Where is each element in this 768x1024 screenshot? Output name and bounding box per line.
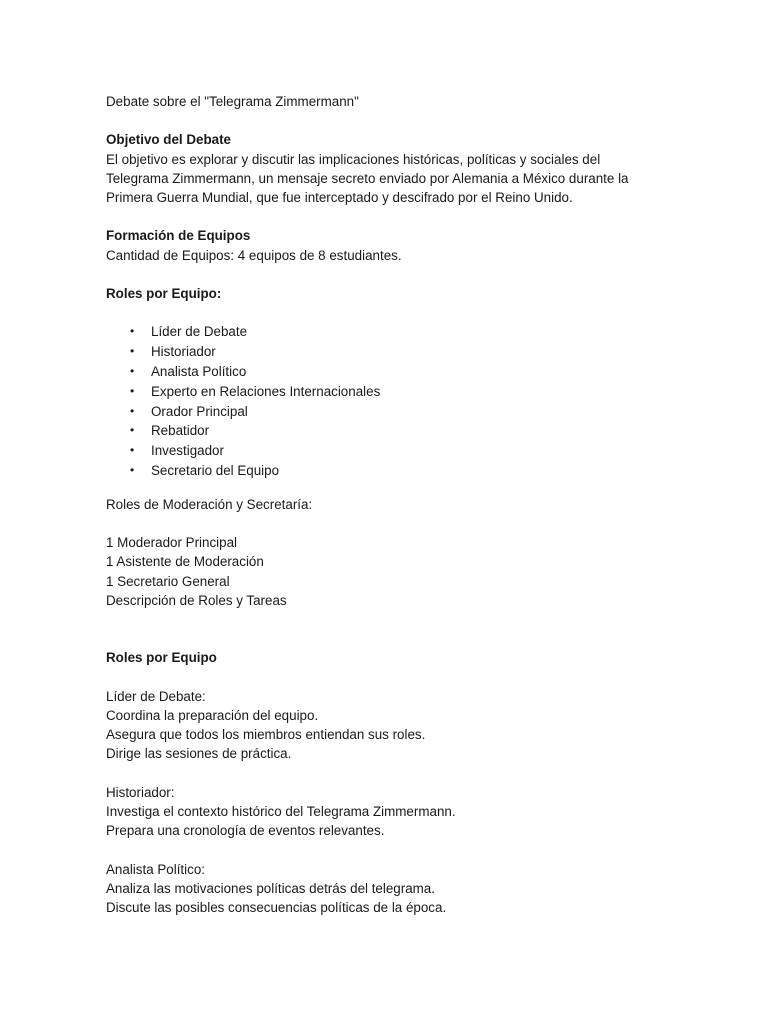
role-section-line: Dirige las sesiones de práctica. xyxy=(106,746,292,762)
spacer xyxy=(106,668,708,687)
bullet-icon: • xyxy=(130,423,135,438)
document-title: Debate sobre el "Telegrama Zimmermann" xyxy=(106,94,359,109)
moderation-line: 1 Asistente de Moderación xyxy=(106,554,264,570)
list-item xyxy=(130,461,708,481)
objective-line: Primera Guerra Mundial, que fue interceptado y descifrado por el Reino Unido. xyxy=(106,190,573,205)
list-item-label: Investigador xyxy=(151,443,224,459)
spacer xyxy=(106,840,708,859)
moderation-line: Descripción de Roles y Tareas xyxy=(106,592,287,608)
list-item-label: Secretario del Equipo xyxy=(151,462,280,478)
bullet-icon: • xyxy=(130,344,135,359)
spacer xyxy=(106,481,708,495)
team-roles-heading: Roles por Equipo: xyxy=(106,285,222,301)
moderation-heading: Roles de Moderación y Secretaría: xyxy=(106,496,313,512)
role-section-line: Analiza las motivaciones políticas detrás del telegrama. xyxy=(106,880,435,896)
list-item xyxy=(130,362,708,382)
role-section-title: Líder de Debate: xyxy=(106,688,206,704)
list-item xyxy=(130,402,708,422)
spacer xyxy=(106,265,708,284)
list-item-label: Rebatidor xyxy=(151,423,210,439)
spacer xyxy=(106,514,708,533)
spacer xyxy=(106,764,708,783)
list-item xyxy=(130,322,708,342)
spacer xyxy=(106,111,708,130)
objective-line: Telegrama Zimmermann, un mensaje secreto enviado por Alemania a México durante la xyxy=(106,170,629,186)
objective-line: El objetivo es explorar y discutir las implicaciones históricas, políticas y sociales del xyxy=(106,151,601,167)
teams-text: Cantidad de Equipos: 4 equipos de 8 estudiantes. xyxy=(106,247,402,263)
spacer xyxy=(106,629,708,648)
spacer xyxy=(106,207,708,226)
role-section-line: Prepara una cronología de eventos relevantes. xyxy=(106,823,385,839)
list-item xyxy=(130,382,708,402)
list-item-label: Analista Político xyxy=(151,363,247,379)
teams-heading: Formación de Equipos xyxy=(106,228,251,244)
role-section-title: Analista Político: xyxy=(106,861,205,877)
bullet-icon: • xyxy=(130,363,135,378)
role-section-title: Historiador: xyxy=(106,784,175,800)
team-roles-list xyxy=(106,322,708,480)
objective-heading: Objetivo del Debate xyxy=(106,132,232,148)
spacer xyxy=(106,303,708,322)
moderation-line: 1 Moderador Principal xyxy=(106,535,237,551)
list-item-label: Líder de Debate xyxy=(151,324,248,340)
role-section-line: Coordina la preparación del equipo. xyxy=(106,707,319,723)
list-item xyxy=(130,421,708,441)
role-section-line: Investiga el contexto histórico del Telegrama Zimmermann. xyxy=(106,803,456,819)
bullet-icon: • xyxy=(130,383,135,398)
bullet-icon: • xyxy=(130,403,135,418)
bullet-icon: • xyxy=(130,462,135,477)
spacer xyxy=(106,610,708,629)
list-item-label: Historiador xyxy=(151,344,216,360)
role-details-heading: Roles por Equipo xyxy=(106,650,217,666)
list-item-label: Experto en Relaciones Internacionales xyxy=(151,383,381,399)
role-section-line: Asegura que todos los miembros entiendan sus roles. xyxy=(106,727,426,743)
list-item xyxy=(130,342,708,362)
list-item-label: Orador Principal xyxy=(151,403,248,419)
bullet-icon: • xyxy=(130,443,135,458)
role-section-line: Discute las posibles consecuencias políticas de la época. xyxy=(106,899,447,915)
bullet-icon: • xyxy=(130,324,135,339)
list-item xyxy=(130,441,708,461)
moderation-line: 1 Secretario General xyxy=(106,573,230,589)
